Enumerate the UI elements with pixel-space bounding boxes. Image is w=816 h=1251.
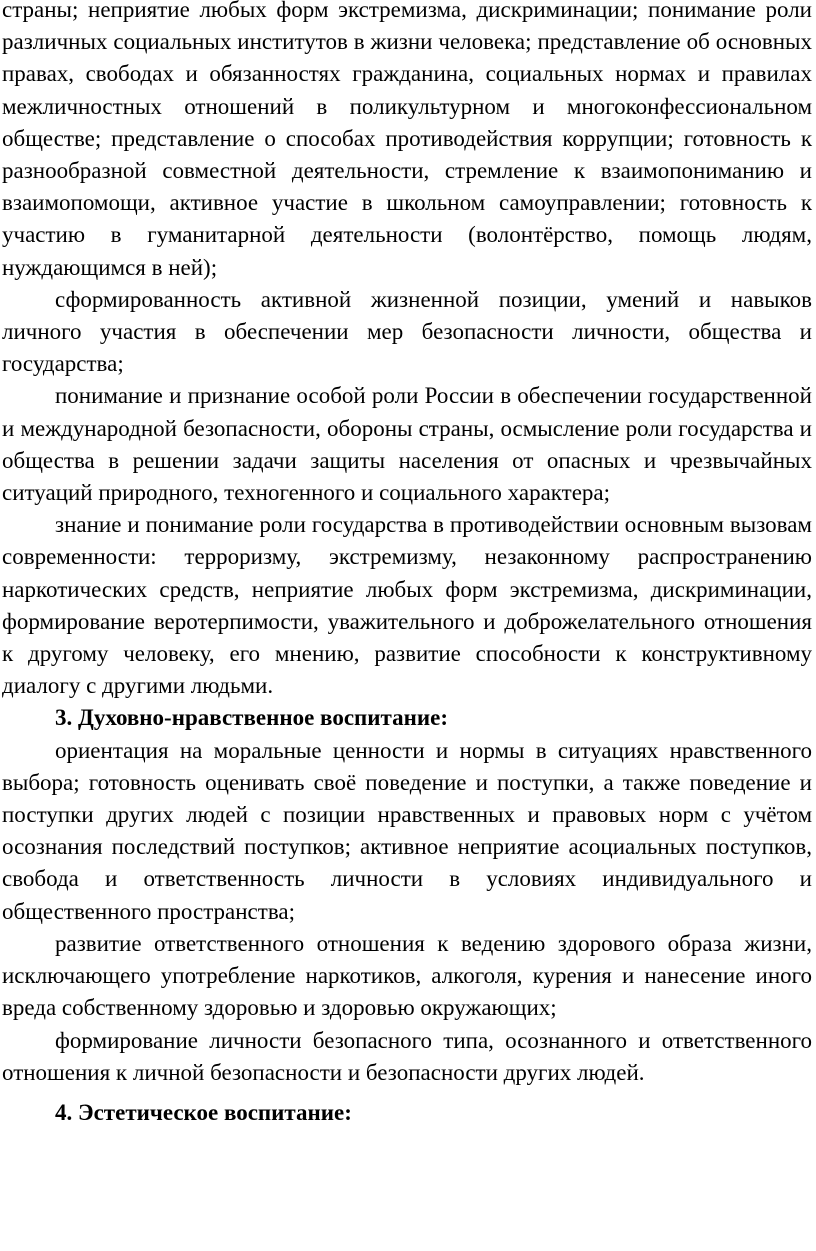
section-heading-aesthetic: 4. Эстетическое воспитание:: [55, 1099, 352, 1125]
paragraph-state-role: знание и понимание роли государства в противодействии основным вызовам современности: терроризму, экстремизму, незаконному распространению наркотических средств, неприятие любых форм экстремизма, дискриминации, формирование веротерпимости, уважительного и доброжелательного отношения к другому человеку, его мнению, развитие способности к конструктивному диалогу с другими людьми.: [2, 512, 812, 699]
paragraph-civic-continuation: страны; неприятие любых форм экстремизма, дискриминации; понимание роли различных социальных институтов в жизни человека; представление об основных правах, свободах и обязанностях гражданина, социальных нормах и правилах межличностных отношений в поликультурном и многоконфессиональном обществе; представление о способах противодействия коррупции; готовность к разнообразной совместной деятельности, стремление к взаимопониманию и взаимопомощи, активное участие в школьном самоуправлении; готовность к участию в гуманитарной деятельности (волонтёрство, помощь людям, нуждающимся в ней);: [2, 0, 812, 280]
paragraph-moral-values: ориентация на моральные ценности и нормы в ситуациях нравственного выбора; готовность оценивать своё поведение и поступки, а также поведение и поступки других людей с позиции нравственных и правовых норм с учётом осознания последствий поступков; активное неприятие асоциальных поступков, свобода и ответственность личности в условиях индивидуального и общественного пространства;: [2, 737, 812, 924]
paragraph-healthy-lifestyle: развитие ответственного отношения к ведению здорового образа жизни, исключающего употребление наркотиков, алкоголя, курения и нанесение иного вреда собственному здоровью и здоровью окружающих;: [2, 930, 812, 1021]
section-heading-spiritual-moral: 3. Духовно-нравственное воспитание:: [55, 705, 448, 731]
paragraph-safe-personality: формирование личности безопасного типа, осознанного и ответственного отношения к личной безопасности и безопасности других людей.: [2, 1027, 812, 1085]
document-body: [2, 0, 812, 1129]
paragraph-russia-role: понимание и признание особой роли России в обеспечении государственной и международной безопасности, обороны страны, осмысление роли государства и общества в решении задачи защиты населения от опасных и чрезвычайных ситуаций природного, техногенного и социального характера;: [2, 383, 812, 506]
paragraph-active-position: сформированность активной жизненной позиции, умений и навыков личного участия в обеспечении мер безопасности личности, общества и государства;: [2, 286, 812, 377]
